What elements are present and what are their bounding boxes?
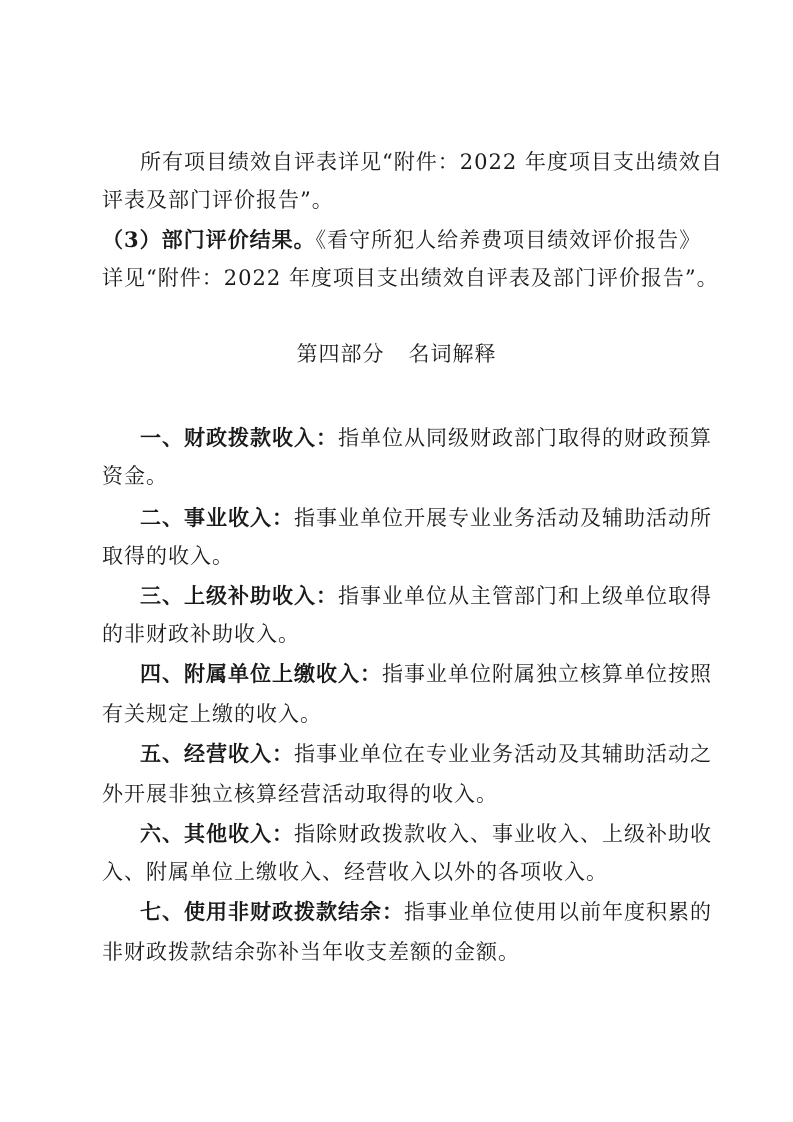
term-1-line-2: 资金。 bbox=[102, 464, 168, 488]
section-title: 名词解释 bbox=[408, 342, 497, 366]
term-4-line-2: 有关规定上缴的收入。 bbox=[102, 702, 322, 726]
term-label: 七、使用非财政拨款结余： bbox=[140, 899, 404, 924]
result-line-2: 详见“附件：2022 年度项目支出绩效自评表及部门评价报告”。 bbox=[102, 266, 719, 290]
term-6-line-1 bbox=[140, 820, 712, 848]
intro-line-2: 评表及部门评价报告”。 bbox=[102, 188, 334, 212]
term-label: 二、事业收入： bbox=[140, 505, 294, 530]
term-3-line-2: 的非财政补助收入。 bbox=[102, 622, 300, 646]
term-2-line-2: 取得的收入。 bbox=[102, 544, 234, 568]
term-1-line-1 bbox=[140, 424, 712, 452]
intro-line-1: 所有项目绩效自评表详见“附件：2022 年度项目支出绩效自 bbox=[140, 150, 723, 174]
term-text: 指单位从同级财政部门取得的财政预算 bbox=[338, 426, 712, 450]
term-label: 一、财政拨款收入： bbox=[140, 425, 338, 450]
term-text: 指事业单位使用以前年度积累的 bbox=[404, 900, 712, 924]
result-label: （3）部门评价结果。 bbox=[102, 227, 316, 252]
term-text: 指事业单位开展专业业务活动及辅助活动所 bbox=[294, 506, 712, 530]
term-text: 指事业单位附属独立核算单位按照 bbox=[382, 662, 712, 686]
term-3-line-1 bbox=[140, 582, 712, 610]
result-text: 《看守所犯人给养费项目绩效评价报告》 bbox=[315, 228, 702, 252]
term-5-line-1 bbox=[140, 740, 712, 768]
term-5-line-2: 外开展非独立核算经营活动取得的收入。 bbox=[102, 782, 498, 806]
section-part: 第四部分 bbox=[296, 342, 385, 366]
term-4-line-1 bbox=[140, 660, 712, 688]
result-paragraph bbox=[102, 226, 701, 254]
term-2-line-1 bbox=[140, 504, 712, 532]
term-label: 四、附属单位上缴收入： bbox=[140, 661, 382, 686]
term-label: 六、其他收入： bbox=[140, 821, 294, 846]
term-7-line-1 bbox=[140, 898, 712, 926]
term-6-line-2: 入、附属单位上缴收入、经营收入以外的各项收入。 bbox=[102, 860, 608, 884]
term-text: 指事业单位从主管部门和上级单位取得 bbox=[338, 584, 712, 608]
term-text: 指事业单位在专业业务活动及其辅助活动之 bbox=[294, 742, 712, 766]
term-7-line-2: 非财政拨款结余弥补当年收支差额的金额。 bbox=[102, 940, 520, 964]
term-text: 指除财政拨款收入、事业收入、上级补助收 bbox=[294, 822, 712, 846]
section-heading bbox=[0, 340, 793, 368]
term-label: 三、上级补助收入： bbox=[140, 583, 338, 608]
term-label: 五、经营收入： bbox=[140, 741, 294, 766]
